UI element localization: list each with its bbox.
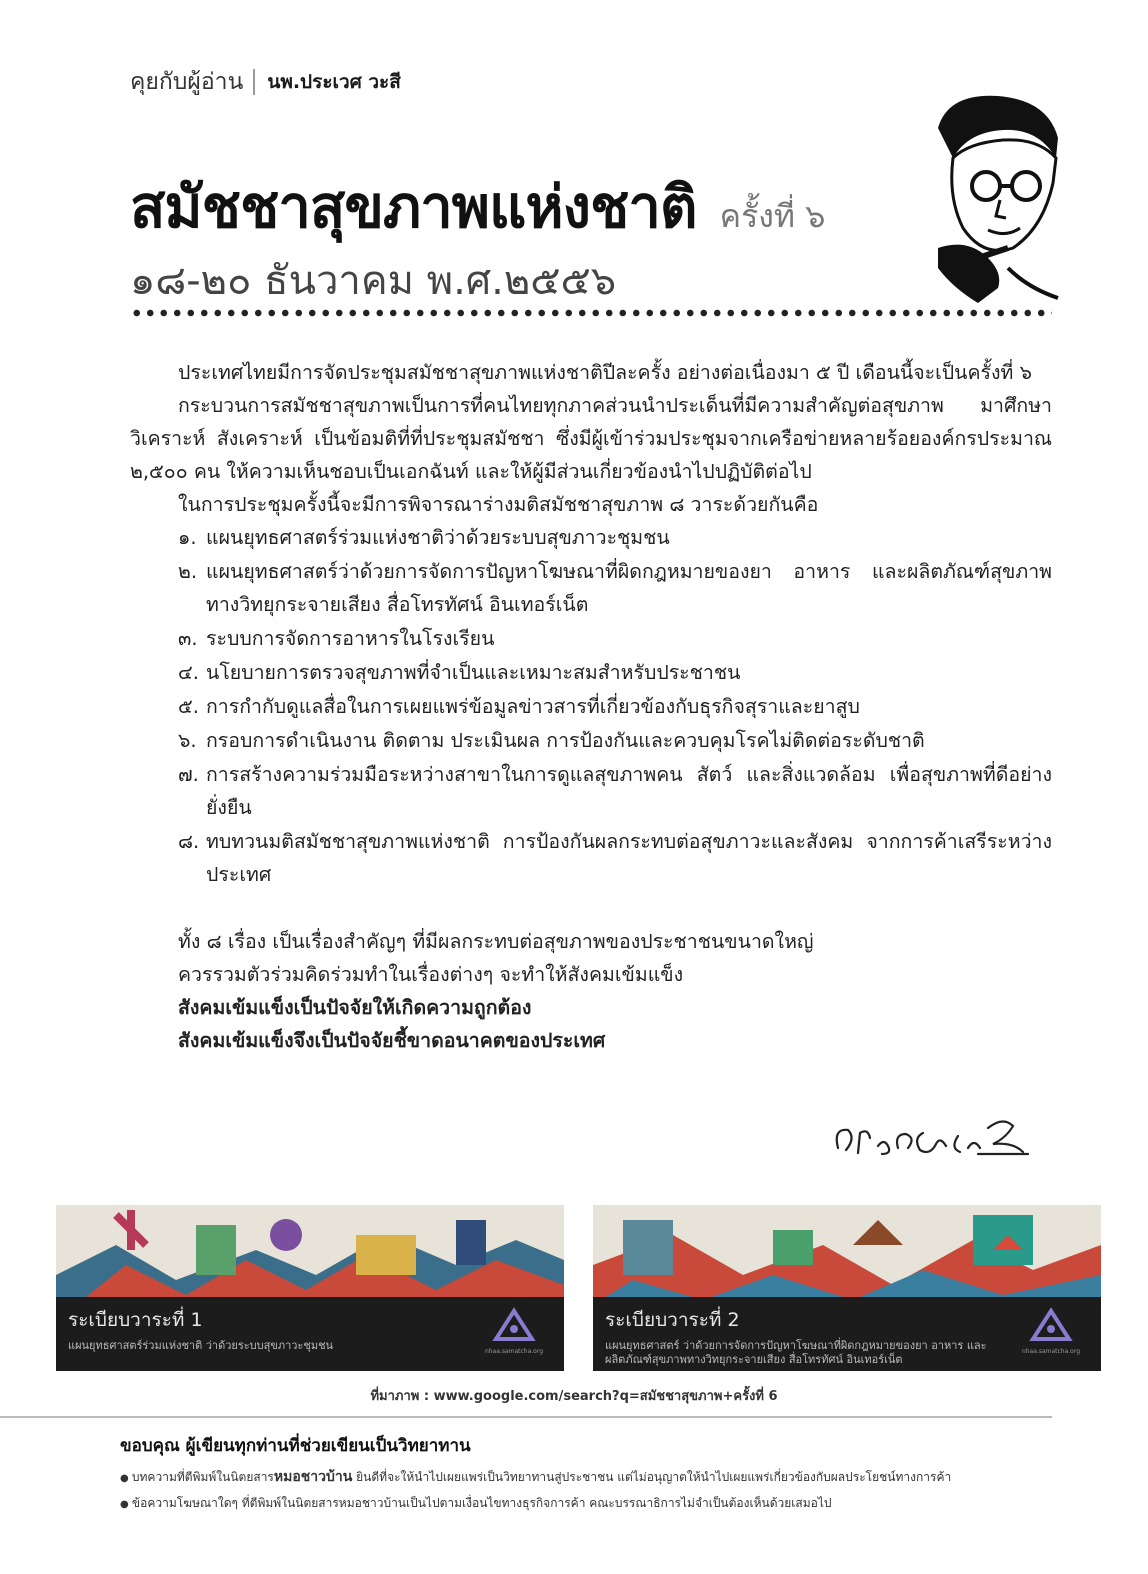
- assembly-logo-icon: [484, 1307, 544, 1357]
- banner-caption-box: [56, 1297, 564, 1371]
- list-number: ๔.: [178, 661, 199, 684]
- agenda-banner-2: [593, 1205, 1101, 1371]
- event-date: ๑๘-๒๐ ธันวาคม พ.ศ.๒๕๕๖: [130, 258, 617, 304]
- banner-title: ระเบียบวาระที่ 1: [68, 1309, 203, 1331]
- emphasis-line: สังคมเข้มแข็งเป็นปัจจัยให้เกิดความถูกต้อง: [178, 996, 532, 1019]
- handwritten-signature: [828, 1108, 1038, 1178]
- footer-note: [120, 1465, 951, 1491]
- list-item: [178, 825, 1052, 891]
- footer-note: ● ข้อความโฆษณาใดๆ ที่ตีพิมพ์ในนิตยสารหมอชาวบ้านเป็นไปตามเงื่อนไขทางธุรกิจการค้า คณะบรรณาธิการไม่จำเป็นต้องเห็นด้วยเสมอไป: [120, 1491, 951, 1517]
- logo-url: nhaa.samatcha.org: [1021, 1348, 1081, 1355]
- list-number: ๖.: [178, 729, 197, 752]
- list-item: [178, 690, 1052, 723]
- author-name: นพ.ประเวศ วะสี: [267, 71, 401, 93]
- column-name: คุยกับผู้อ่าน: [130, 69, 244, 95]
- article-body: [130, 356, 1052, 1057]
- list-text: กรอบการดำเนินงาน ติดตาม ประเมินผล การป้องกันและควบคุมโรคไม่ติดต่อระดับชาติ: [206, 729, 925, 752]
- list-item: [178, 758, 1052, 824]
- agenda-list: [130, 521, 1052, 891]
- list-item: [178, 622, 1052, 655]
- list-number: ๒.: [178, 560, 198, 583]
- title-block: [130, 160, 825, 253]
- magazine-name: หมอชาวบ้าน: [273, 1469, 353, 1485]
- page-title: สมัชชาสุขภาพแห่งชาติ: [130, 173, 697, 241]
- paragraph: ประเทศไทยมีการจัดประชุมสมัชชาสุขภาพแห่งชาติปีละครั้ง อย่างต่อเนื่องมา ๕ ปี เดือนนี้จะเป็นครั้งที่ ๖: [178, 361, 1032, 384]
- list-text: การกำกับดูแลสื่อในการเผยแพร่ข้อมูลข่าวสารที่เกี่ยวข้องกับธุรกิจสุราและยาสูบ: [206, 695, 860, 718]
- agenda-banner-1: [56, 1205, 564, 1371]
- banner-caption-box: [593, 1297, 1101, 1371]
- thanks-heading: ขอบคุณ ผู้เขียนทุกท่านที่ช่วยเขียนเป็นวิทยาทาน: [120, 1436, 471, 1456]
- list-text: แผนยุทธศาสตร์ว่าด้วยการจัดการปัญหาโฆษณาที่ผิดกฎหมายของยา อาหาร และผลิตภัณฑ์สุขภาพทางวิทยุกระจายเสียง สื่อโทรทัศน์ อินเทอร์เน็ต: [206, 560, 1052, 616]
- list-number: ๑.: [178, 526, 197, 549]
- note-text: บทความที่ตีพิมพ์ในนิตยสาร: [131, 1470, 274, 1484]
- banner-title: ระเบียบวาระที่ 2: [605, 1309, 740, 1331]
- list-item: [178, 724, 1052, 757]
- list-number: ๘.: [178, 830, 200, 853]
- list-text: ระบบการจัดการอาหารในโรงเรียน: [206, 627, 495, 650]
- note-text: ยินดีที่จะให้นำไปเผยแพร่เป็นวิทยาทานสู่ประชาชน แต่ไม่อนุญาตให้นำไปเผยแพร่เกี่ยวข้องกับผลประโยชน์ทางการค้า: [352, 1470, 952, 1484]
- banner-subtitle: แผนยุทธศาสตร์ร่วมแห่งชาติ ว่าด้วยระบบสุขภาวะชุมชน: [68, 1339, 334, 1352]
- collage-illustration: [593, 1205, 1101, 1305]
- list-text: นโยบายการตรวจสุขภาพที่จำเป็นและเหมาะสมสำหรับประชาชน: [206, 661, 741, 684]
- list-number: ๓.: [178, 627, 198, 650]
- footer-notes: [120, 1465, 951, 1517]
- author-portrait-illustration: [908, 88, 1068, 318]
- collage-illustration: [56, 1205, 564, 1305]
- dotted-divider: [130, 308, 1052, 318]
- footer-divider: [0, 1416, 1052, 1418]
- column-header: [130, 64, 401, 100]
- closing-line: ควรรวมตัวร่วมคิดร่วมทำในเรื่องต่างๆ จะทำให้สังคมเข้มแข็ง: [178, 963, 684, 986]
- banner-subtitle: แผนยุทธศาสตร์ ว่าด้วยการจัดการปัญหาโฆษณาที่ผิดกฎหมายของยา อาหาร และผลิตภัณฑ์สุขภาพทางวิทยุกระจายเสียง สื่อโทรทัศน์ อินเทอร์เน็ต: [605, 1339, 987, 1366]
- page-subtitle: ครั้งที่ ๖: [719, 197, 826, 235]
- list-number: ๗.: [178, 763, 199, 786]
- paragraph: ในการประชุมครั้งนี้จะมีการพิจารณาร่างมติสมัชชาสุขภาพ ๘ วาระด้วยกันคือ: [178, 493, 819, 516]
- logo-url: nhaa.samatcha.org: [484, 1348, 544, 1355]
- closing-section: [130, 925, 1052, 1057]
- list-item: [178, 656, 1052, 689]
- header-divider: [253, 69, 255, 95]
- list-text: การสร้างความร่วมมือระหว่างสาขาในการดูแลสุขภาพคน สัตว์ และสิ่งแวดล้อม เพื่อสุขภาพที่ดีอย่างยั่งยืน: [206, 763, 1052, 819]
- emphasis-line: สังคมเข้มแข็งจึงเป็นปัจจัยชี้ขาดอนาคตของประเทศ: [178, 1029, 606, 1052]
- assembly-logo-icon: [1021, 1307, 1081, 1357]
- list-item: [178, 521, 1052, 554]
- paragraph: กระบวนการสมัชชาสุขภาพเป็นการที่คนไทยทุกภาคส่วนนำประเด็นที่มีความสำคัญต่อสุขภาพ มาศึกษา วิเคราะห์ สังเคราะห์ เป็นข้อมติที่ที่ประชุมสมัชชา ซึ่งมีผู้เข้าร่วมประชุมจากเครือข่ายหลายร้อยองค์กรประมาณ ๒,๕๐๐ คน ให้ความเห็นชอบเป็นเอกฉันท์ และให้ผู้มีส่วนเกี่ยวข้องนำไปปฏิบัติต่อไป: [130, 394, 1052, 483]
- list-number: ๕.: [178, 695, 199, 718]
- list-text: แผนยุทธศาสตร์ร่วมแห่งชาติว่าด้วยระบบสุขภาวะชุมชน: [206, 526, 670, 549]
- image-source-caption: ที่มาภาพ : www.google.com/search?q=สมัชชาสุขภาพ+ครั้งที่ 6: [370, 1389, 778, 1404]
- closing-line: ทั้ง ๘ เรื่อง เป็นเรื่องสำคัญๆ ที่มีผลกระทบต่อสุขภาพของประชาชนขนาดใหญ่: [178, 930, 814, 953]
- list-text: ทบทวนมติสมัชชาสุขภาพแห่งชาติ การป้องกันผลกระทบต่อสุขภาวะและสังคม จากการค้าเสรีระหว่างประเทศ: [206, 830, 1052, 886]
- list-item: [178, 555, 1052, 621]
